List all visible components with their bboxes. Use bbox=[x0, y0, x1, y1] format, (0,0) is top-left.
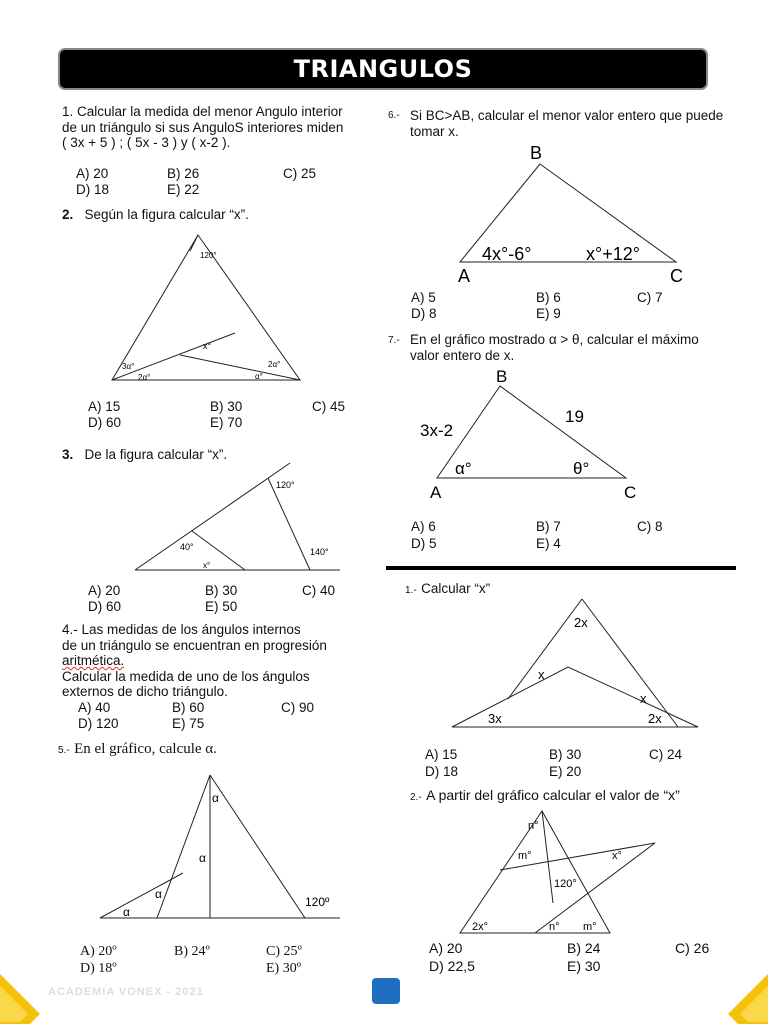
q3-option: A) 20 bbox=[88, 583, 121, 598]
r1-label: 2x bbox=[648, 711, 662, 726]
q4-line: 4.- Las medidas de los ángulos internos bbox=[62, 622, 301, 637]
r1-label: 3x bbox=[488, 711, 502, 726]
r1-label: x bbox=[538, 667, 545, 682]
q6-option: D) 8 bbox=[411, 306, 437, 321]
q7-line: valor entero de x. bbox=[410, 347, 515, 363]
q7-number: 7.- bbox=[388, 335, 400, 346]
section-divider bbox=[386, 566, 736, 570]
q7-option: C) 8 bbox=[637, 519, 663, 534]
q7-label: 3x-2 bbox=[420, 421, 454, 440]
q1-option: A) 20 bbox=[76, 166, 109, 181]
q2-number: 2. bbox=[62, 207, 74, 222]
q6-option: B) 6 bbox=[536, 290, 561, 305]
r2-number: 2.- bbox=[410, 792, 422, 803]
q2-label: 120° bbox=[200, 251, 217, 260]
page-marker bbox=[372, 978, 400, 1004]
q4-option: A) 40 bbox=[78, 700, 111, 715]
q3-option: D) 60 bbox=[88, 599, 122, 614]
q6-option: A) 5 bbox=[411, 290, 436, 305]
q2-option: D) 60 bbox=[88, 415, 122, 430]
q7-label: α° bbox=[455, 459, 472, 478]
q7-line: En el gráfico mostrado α > θ, calcular el máximo bbox=[410, 332, 699, 347]
r2-option: D) 22,5 bbox=[429, 958, 475, 974]
q7-option: A) 6 bbox=[411, 519, 436, 534]
q3-option: E) 50 bbox=[205, 599, 238, 614]
q6-number: 6.- bbox=[388, 110, 400, 121]
q3-text: De la figura calcular “x”. bbox=[84, 447, 228, 462]
q3-label: 140° bbox=[310, 547, 329, 557]
q2-label: x° bbox=[203, 341, 212, 351]
q5-label: α bbox=[212, 791, 219, 805]
q6-line: tomar x. bbox=[410, 123, 459, 139]
q7-option: E) 4 bbox=[536, 536, 561, 551]
q7-label: A bbox=[430, 483, 442, 502]
right-corner-decoration bbox=[718, 964, 768, 1024]
q6-label: C bbox=[670, 266, 683, 286]
q7-label: B bbox=[496, 367, 508, 386]
q6-figure bbox=[440, 140, 700, 288]
q2-figure bbox=[100, 225, 320, 390]
q4-line: externos de dicho triángulo. bbox=[62, 684, 228, 699]
q2-label: 3α° bbox=[122, 362, 135, 371]
left-corner-decoration bbox=[0, 964, 50, 1024]
q3-figure bbox=[130, 460, 350, 575]
q3-label: 120° bbox=[276, 480, 295, 490]
q5-label: α bbox=[155, 887, 162, 901]
title-bar bbox=[58, 48, 708, 90]
q3-option: C) 40 bbox=[302, 583, 336, 598]
q6-option: C) 7 bbox=[637, 290, 663, 305]
q5-option: A) 20º bbox=[80, 944, 117, 959]
q4-line: de un triángulo se encuentran en progresión bbox=[62, 637, 327, 653]
q2-option: E) 70 bbox=[210, 415, 243, 430]
r1-option: C) 24 bbox=[649, 747, 683, 762]
r1-option: A) 15 bbox=[425, 747, 458, 762]
q6-line: Si BC>AB, calcular el menor valor entero que puede bbox=[410, 108, 724, 123]
q4-option: C) 90 bbox=[281, 700, 315, 715]
r1-text: Calcular “x” bbox=[421, 581, 491, 596]
q1-option: E) 22 bbox=[167, 182, 200, 197]
q6-label: B bbox=[530, 143, 543, 163]
q5-figure bbox=[95, 770, 345, 930]
q4-option: D) 120 bbox=[78, 716, 119, 731]
q2-label: α° bbox=[255, 372, 263, 381]
q4-option: E) 75 bbox=[172, 716, 205, 731]
q5-number: 5.- bbox=[58, 745, 70, 756]
q5-option: D) 18º bbox=[80, 961, 117, 976]
q6-label: x°+12° bbox=[586, 244, 640, 264]
r2-text: A partir del gráfico calcular el valor de “x” bbox=[426, 787, 680, 803]
r2-label: m° bbox=[518, 850, 532, 862]
r2-label: x° bbox=[612, 850, 622, 862]
r1-option: B) 30 bbox=[549, 747, 582, 762]
q2-text: Según la figura calcular “x”. bbox=[84, 207, 249, 222]
q1-option: B) 26 bbox=[167, 166, 200, 181]
r2-label: 120° bbox=[554, 878, 577, 890]
q3-label: x° bbox=[203, 561, 211, 570]
q1-option: C) 25 bbox=[283, 166, 317, 181]
r2-label: n° bbox=[549, 921, 560, 933]
r2-option: C) 26 bbox=[675, 940, 710, 956]
question-1 bbox=[62, 104, 343, 151]
q6-option: E) 9 bbox=[536, 306, 561, 321]
q6-label: A bbox=[458, 266, 471, 286]
q7-option: B) 7 bbox=[536, 519, 561, 534]
q5-label: 120º bbox=[305, 895, 330, 909]
r2-label: 2x° bbox=[472, 921, 489, 933]
q5-text: En el gráfico, calcule α. bbox=[74, 741, 217, 757]
r1-figure bbox=[448, 595, 703, 735]
r2-option: A) 20 bbox=[429, 940, 463, 956]
r2-option: E) 30 bbox=[567, 958, 601, 974]
q5-label: α bbox=[123, 905, 130, 919]
q5-option: C) 25º bbox=[266, 944, 302, 959]
q6-label: 4x°-6° bbox=[482, 244, 532, 264]
q2-option: B) 30 bbox=[210, 399, 243, 414]
q5-label: α bbox=[199, 851, 206, 865]
r1-number: 1.- bbox=[405, 585, 417, 596]
q5-option: B) 24º bbox=[174, 944, 210, 959]
q2-option: A) 15 bbox=[88, 399, 121, 414]
r2-option: B) 24 bbox=[567, 940, 601, 956]
q2-option: C) 45 bbox=[312, 399, 346, 414]
page-title: TRIANGULOS bbox=[293, 55, 473, 83]
question-7 bbox=[410, 332, 699, 363]
q1-option: D) 18 bbox=[76, 182, 110, 197]
footer-watermark: ACADEMIA VONEX - 2021 bbox=[48, 986, 204, 998]
q4-line: Calcular la medida de uno de los ángulos bbox=[62, 668, 310, 684]
question-5 bbox=[58, 740, 217, 758]
r2-figure bbox=[450, 803, 670, 938]
question-2 bbox=[62, 207, 249, 223]
q1-line: de un triángulo si sus AnguloS interiores miden bbox=[62, 119, 344, 135]
r1-option: D) 18 bbox=[425, 764, 459, 779]
question-6 bbox=[410, 108, 723, 139]
q2-label: 2α° bbox=[268, 360, 281, 369]
q7-figure bbox=[410, 364, 650, 504]
question-4 bbox=[62, 622, 327, 700]
q4-line: aritmética. bbox=[62, 653, 125, 668]
q4-option: B) 60 bbox=[172, 700, 205, 715]
r2-label: n° bbox=[528, 820, 539, 832]
r1-label: 2x bbox=[574, 615, 588, 630]
q3-label: 40° bbox=[180, 542, 194, 552]
q1-line: 1. Calcular la medida del menor Angulo interior bbox=[62, 104, 343, 119]
q7-option: D) 5 bbox=[411, 536, 437, 551]
r2-label: m° bbox=[583, 921, 597, 933]
r1-label: x bbox=[640, 691, 647, 706]
r1-option: E) 20 bbox=[549, 764, 582, 779]
q7-label: θ° bbox=[573, 459, 590, 478]
q2-label: 2α° bbox=[138, 373, 151, 382]
q7-label: 19 bbox=[565, 407, 584, 426]
q3-option: B) 30 bbox=[205, 583, 238, 598]
q7-label: C bbox=[624, 483, 637, 502]
q5-option: E) 30º bbox=[266, 961, 302, 976]
q3-number: 3. bbox=[62, 447, 74, 462]
q1-line: ( 3x + 5 ) ; ( 5x - 3 ) y ( x-2 ). bbox=[62, 135, 231, 150]
